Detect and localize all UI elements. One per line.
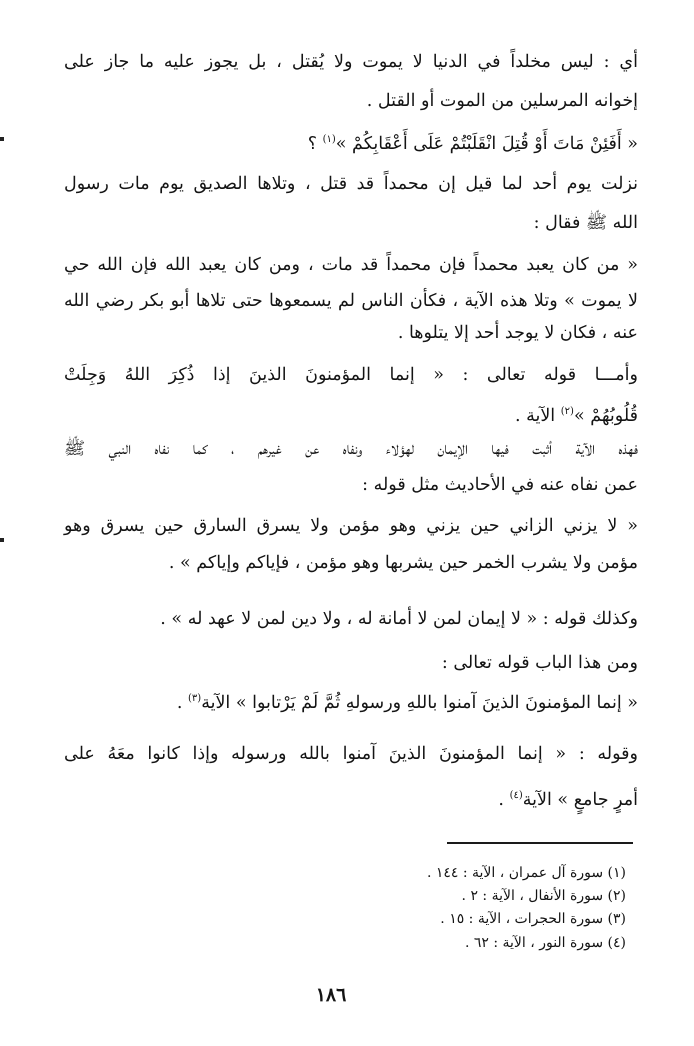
verse-line xyxy=(308,125,638,155)
verse-line xyxy=(498,781,638,811)
margin-mark xyxy=(0,538,4,542)
verse-tail: الآية . xyxy=(514,405,556,426)
text-line: أي : ليس مخلداً في الدنيا لا يموت ولا يُقتل ، بل يجوز عليه ما جاز على xyxy=(64,52,638,72)
verse-line xyxy=(177,684,638,714)
footnote: (٢) سورة الأنفال ، الآية : ٢ . xyxy=(461,888,626,904)
footnote-ref: (٤) xyxy=(509,790,523,801)
margin-mark xyxy=(0,137,4,141)
text-line: فهذه الآية أثبت فيها الإيمان لهؤلاء ونفاه عن غيرهم ، كما نفاه النبي ﷺ xyxy=(64,439,638,459)
text-line: وقوله : « إنما المؤمنونَ الذينَ آمنوا بالله ورسوله وإذا كانوا معَهُ على xyxy=(64,744,638,764)
verse-tail: . xyxy=(176,692,183,713)
text-line: « من كان يعبد محمداً فإن محمداً قد مات ، ومن كان يعبد الله فإن الله حي xyxy=(64,255,638,275)
footnote: (٣) سورة الحجرات ، الآية : ١٥ . xyxy=(440,911,626,927)
footnote-ref: (١) xyxy=(322,134,336,145)
question-mark: ؟ xyxy=(307,133,318,154)
verse-text: قُلُوبُهُمْ » xyxy=(573,405,638,426)
text-line: عمن نفاه عنه في الأحاديث مثل قوله : xyxy=(362,475,638,495)
text-line: وأمـــا قوله تعالى : « إنما المؤمنونَ الذينَ إذا ذُكِرَ اللهُ وَجِلَتْ xyxy=(64,365,638,385)
text-line: إخوانه المرسلين من الموت أو القتل . xyxy=(366,91,638,111)
verse-tail: . xyxy=(498,789,504,810)
page-number: ١٨٦ xyxy=(315,984,347,1006)
footnote: (٤) سورة النور ، الآية : ٦٢ . xyxy=(464,935,626,951)
text-line: « لا يزني الزاني حين يزني وهو مؤمن ولا يسرق السارق حين يسرق وهو xyxy=(64,516,638,536)
footnote-ref: (٢) xyxy=(560,406,574,417)
text-line: الله ﷺ فقال : xyxy=(533,213,638,233)
text-line: ومن هذا الباب قوله تعالى : xyxy=(441,653,638,673)
verse-text: « أَفَئِنْ مَاتَ أَوْ قُتِلَ انْقَلَبْتُمْ عَلَى أَعْقَابِكُمْ » xyxy=(335,133,638,154)
verse-text: أمرٍ جامعٍ » الآية xyxy=(522,789,638,810)
footnote: (١) سورة آل عمران ، الآية : ١٤٤ . xyxy=(426,865,626,881)
verse-line xyxy=(515,397,638,427)
text-line: نزلت يوم أحد لما قيل إن محمداً قد قتل ، وتلاها الصديق يوم مات رسول xyxy=(64,174,638,194)
text-line: عنه ، فكان لا يوجد أحد إلا يتلوها . xyxy=(397,323,638,343)
text-line: مؤمن ولا يشرب الخمر حين يشربها وهو مؤمن ، فإياكم وإياكم » . xyxy=(168,553,638,573)
text-line: وكذلك قوله : « لا إيمان لمن لا أمانة له ، ولا دين لمن لا عهد له » . xyxy=(160,609,638,629)
footnote-divider xyxy=(447,842,633,844)
verse-text: « إنما المؤمنونَ الذينَ آمنوا باللهِ ورسولهِ ثُمَّ لَمْ يَرْتابوا » الآية xyxy=(201,692,638,713)
footnote-ref: (٣) xyxy=(188,693,202,704)
text-line: لا يموت » وتلا هذه الآية ، فكأن الناس لم يسمعوها حتى تلاها أبو بكر رضي الله xyxy=(64,291,638,311)
